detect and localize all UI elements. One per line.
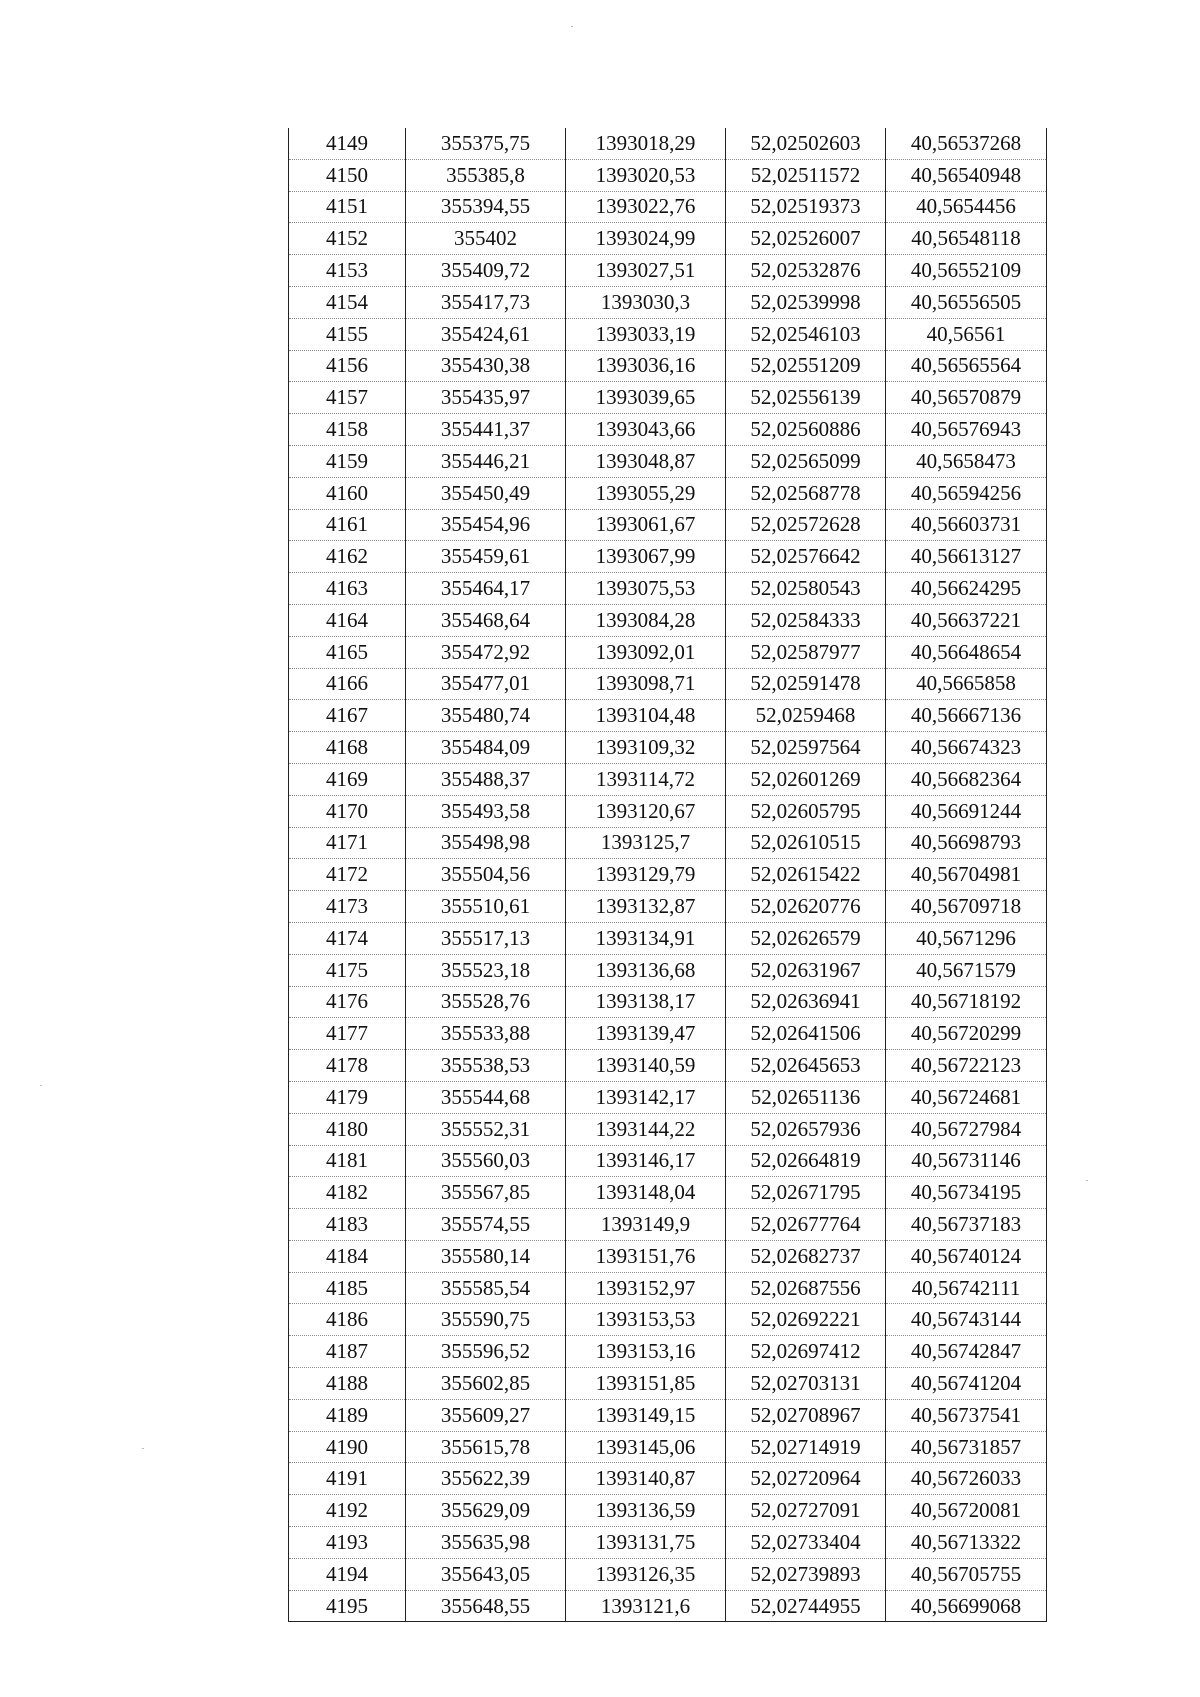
latitude-cell: 52,02727091 (726, 1495, 886, 1527)
scan-speck (1086, 1180, 1088, 1181)
latitude-cell: 52,02597564 (726, 732, 886, 764)
table-row (289, 636, 1047, 668)
point-number-cell: 4157 (289, 382, 406, 414)
table-row (289, 1527, 1047, 1559)
point-number-cell: 4153 (289, 255, 406, 287)
x-coordinate-cell: 355454,96 (406, 509, 566, 541)
y-coordinate-cell: 1393138,17 (566, 986, 726, 1018)
x-coordinate-cell: 355441,37 (406, 414, 566, 446)
latitude-cell: 52,02744955 (726, 1590, 886, 1622)
table-row (289, 477, 1047, 509)
y-coordinate-cell: 1393139,47 (566, 1018, 726, 1050)
latitude-cell: 52,02511572 (726, 159, 886, 191)
y-coordinate-cell: 1393109,32 (566, 732, 726, 764)
longitude-cell: 40,56561 (886, 318, 1047, 350)
y-coordinate-cell: 1393030,3 (566, 286, 726, 318)
point-number-cell: 4183 (289, 1209, 406, 1241)
y-coordinate-cell: 1393149,15 (566, 1399, 726, 1431)
longitude-cell: 40,56709718 (886, 891, 1047, 923)
x-coordinate-cell: 355590,75 (406, 1304, 566, 1336)
x-coordinate-cell: 355394,55 (406, 191, 566, 223)
point-number-cell: 4170 (289, 795, 406, 827)
table-row (289, 1050, 1047, 1082)
table-row (289, 573, 1047, 605)
x-coordinate-cell: 355484,09 (406, 732, 566, 764)
table-row (289, 827, 1047, 859)
x-coordinate-cell: 355538,53 (406, 1050, 566, 1082)
x-coordinate-cell: 355629,09 (406, 1495, 566, 1527)
x-coordinate-cell: 355596,52 (406, 1336, 566, 1368)
x-coordinate-cell: 355402 (406, 223, 566, 255)
point-number-cell: 4193 (289, 1527, 406, 1559)
table-row (289, 1590, 1047, 1622)
point-number-cell: 4195 (289, 1590, 406, 1622)
point-number-cell: 4155 (289, 318, 406, 350)
latitude-cell: 52,02560886 (726, 414, 886, 446)
point-number-cell: 4173 (289, 891, 406, 923)
y-coordinate-cell: 1393020,53 (566, 159, 726, 191)
longitude-cell: 40,56624295 (886, 573, 1047, 605)
longitude-cell: 40,56699068 (886, 1590, 1047, 1622)
latitude-cell: 52,02708967 (726, 1399, 886, 1431)
latitude-cell: 52,02687556 (726, 1272, 886, 1304)
x-coordinate-cell: 355468,64 (406, 604, 566, 636)
table-row (289, 922, 1047, 954)
longitude-cell: 40,56737541 (886, 1399, 1047, 1431)
point-number-cell: 4168 (289, 732, 406, 764)
longitude-cell: 40,56637221 (886, 604, 1047, 636)
table-row (289, 541, 1047, 573)
latitude-cell: 52,02539998 (726, 286, 886, 318)
point-number-cell: 4163 (289, 573, 406, 605)
longitude-cell: 40,56540948 (886, 159, 1047, 191)
scan-speck (142, 1448, 144, 1449)
latitude-cell: 52,02615422 (726, 859, 886, 891)
x-coordinate-cell: 355552,31 (406, 1113, 566, 1145)
y-coordinate-cell: 1393098,71 (566, 668, 726, 700)
longitude-cell: 40,5671296 (886, 922, 1047, 954)
longitude-cell: 40,56691244 (886, 795, 1047, 827)
latitude-cell: 52,02610515 (726, 827, 886, 859)
y-coordinate-cell: 1393136,68 (566, 954, 726, 986)
point-number-cell: 4156 (289, 350, 406, 382)
table-row (289, 1113, 1047, 1145)
point-number-cell: 4151 (289, 191, 406, 223)
table-row (289, 604, 1047, 636)
y-coordinate-cell: 1393153,16 (566, 1336, 726, 1368)
latitude-cell: 52,02502603 (726, 128, 886, 159)
point-number-cell: 4172 (289, 859, 406, 891)
point-number-cell: 4159 (289, 445, 406, 477)
table-row (289, 223, 1047, 255)
longitude-cell: 40,56548118 (886, 223, 1047, 255)
table-row (289, 986, 1047, 1018)
longitude-cell: 40,56713322 (886, 1527, 1047, 1559)
y-coordinate-cell: 1393145,06 (566, 1431, 726, 1463)
longitude-cell: 40,5654456 (886, 191, 1047, 223)
y-coordinate-cell: 1393131,75 (566, 1527, 726, 1559)
table-row (289, 318, 1047, 350)
y-coordinate-cell: 1393018,29 (566, 128, 726, 159)
y-coordinate-cell: 1393152,97 (566, 1272, 726, 1304)
point-number-cell: 4175 (289, 954, 406, 986)
x-coordinate-cell: 355609,27 (406, 1399, 566, 1431)
longitude-cell: 40,56603731 (886, 509, 1047, 541)
point-number-cell: 4182 (289, 1177, 406, 1209)
table-row (289, 1081, 1047, 1113)
y-coordinate-cell: 1393140,87 (566, 1463, 726, 1495)
point-number-cell: 4180 (289, 1113, 406, 1145)
table-row (289, 732, 1047, 764)
point-number-cell: 4154 (289, 286, 406, 318)
point-number-cell: 4166 (289, 668, 406, 700)
table-row (289, 1304, 1047, 1336)
point-number-cell: 4188 (289, 1368, 406, 1400)
table-row (289, 286, 1047, 318)
x-coordinate-cell: 355477,01 (406, 668, 566, 700)
x-coordinate-cell: 355602,85 (406, 1368, 566, 1400)
x-coordinate-cell: 355417,73 (406, 286, 566, 318)
latitude-cell: 52,02519373 (726, 191, 886, 223)
y-coordinate-cell: 1393151,85 (566, 1368, 726, 1400)
table-row (289, 891, 1047, 923)
table-row (289, 414, 1047, 446)
point-number-cell: 4171 (289, 827, 406, 859)
latitude-cell: 52,02572628 (726, 509, 886, 541)
y-coordinate-cell: 1393043,66 (566, 414, 726, 446)
point-number-cell: 4160 (289, 477, 406, 509)
y-coordinate-cell: 1393146,17 (566, 1145, 726, 1177)
longitude-cell: 40,56667136 (886, 700, 1047, 732)
y-coordinate-cell: 1393121,6 (566, 1590, 726, 1622)
table-row (289, 1431, 1047, 1463)
latitude-cell: 52,02556139 (726, 382, 886, 414)
y-coordinate-cell: 1393033,19 (566, 318, 726, 350)
longitude-cell: 40,56726033 (886, 1463, 1047, 1495)
latitude-cell: 52,02631967 (726, 954, 886, 986)
x-coordinate-cell: 355585,54 (406, 1272, 566, 1304)
x-coordinate-cell: 355493,58 (406, 795, 566, 827)
latitude-cell: 52,02636941 (726, 986, 886, 1018)
y-coordinate-cell: 1393024,99 (566, 223, 726, 255)
y-coordinate-cell: 1393132,87 (566, 891, 726, 923)
table-row (289, 668, 1047, 700)
longitude-cell: 40,56576943 (886, 414, 1047, 446)
longitude-cell: 40,56727984 (886, 1113, 1047, 1145)
table-row (289, 1272, 1047, 1304)
table-row (289, 1177, 1047, 1209)
longitude-cell: 40,56722123 (886, 1050, 1047, 1082)
latitude-cell: 52,02703131 (726, 1368, 886, 1400)
table-row (289, 445, 1047, 477)
x-coordinate-cell: 355464,17 (406, 573, 566, 605)
x-coordinate-cell: 355615,78 (406, 1431, 566, 1463)
x-coordinate-cell: 355459,61 (406, 541, 566, 573)
longitude-cell: 40,56720081 (886, 1495, 1047, 1527)
x-coordinate-cell: 355643,05 (406, 1558, 566, 1590)
table-row (289, 795, 1047, 827)
y-coordinate-cell: 1393134,91 (566, 922, 726, 954)
x-coordinate-cell: 355523,18 (406, 954, 566, 986)
latitude-cell: 52,02671795 (726, 1177, 886, 1209)
x-coordinate-cell: 355430,38 (406, 350, 566, 382)
longitude-cell: 40,56743144 (886, 1304, 1047, 1336)
point-number-cell: 4164 (289, 604, 406, 636)
longitude-cell: 40,56741204 (886, 1368, 1047, 1400)
longitude-cell: 40,56682364 (886, 763, 1047, 795)
x-coordinate-cell: 355480,74 (406, 700, 566, 732)
longitude-cell: 40,56704981 (886, 859, 1047, 891)
longitude-cell: 40,56720299 (886, 1018, 1047, 1050)
latitude-cell: 52,02532876 (726, 255, 886, 287)
longitude-cell: 40,56648654 (886, 636, 1047, 668)
longitude-cell: 40,5665858 (886, 668, 1047, 700)
latitude-cell: 52,02580543 (726, 573, 886, 605)
table-row (289, 1018, 1047, 1050)
latitude-cell: 52,02733404 (726, 1527, 886, 1559)
latitude-cell: 52,02739893 (726, 1558, 886, 1590)
table-row (289, 509, 1047, 541)
table-row (289, 382, 1047, 414)
scan-speck (571, 26, 573, 27)
latitude-cell: 52,02720964 (726, 1463, 886, 1495)
table-row (289, 1463, 1047, 1495)
point-number-cell: 4189 (289, 1399, 406, 1431)
longitude-cell: 40,56718192 (886, 986, 1047, 1018)
point-number-cell: 4167 (289, 700, 406, 732)
point-number-cell: 4162 (289, 541, 406, 573)
y-coordinate-cell: 1393125,7 (566, 827, 726, 859)
longitude-cell: 40,56552109 (886, 255, 1047, 287)
point-number-cell: 4161 (289, 509, 406, 541)
longitude-cell: 40,5658473 (886, 445, 1047, 477)
latitude-cell: 52,02697412 (726, 1336, 886, 1368)
y-coordinate-cell: 1393022,76 (566, 191, 726, 223)
y-coordinate-cell: 1393061,67 (566, 509, 726, 541)
latitude-cell: 52,02692221 (726, 1304, 886, 1336)
y-coordinate-cell: 1393104,48 (566, 700, 726, 732)
point-number-cell: 4187 (289, 1336, 406, 1368)
table-row (289, 1558, 1047, 1590)
longitude-cell: 40,56556505 (886, 286, 1047, 318)
longitude-cell: 40,56734195 (886, 1177, 1047, 1209)
y-coordinate-cell: 1393027,51 (566, 255, 726, 287)
y-coordinate-cell: 1393136,59 (566, 1495, 726, 1527)
x-coordinate-cell: 355528,76 (406, 986, 566, 1018)
longitude-cell: 40,56594256 (886, 477, 1047, 509)
point-number-cell: 4185 (289, 1272, 406, 1304)
point-number-cell: 4176 (289, 986, 406, 1018)
latitude-cell: 52,02591478 (726, 668, 886, 700)
x-coordinate-cell: 355622,39 (406, 1463, 566, 1495)
longitude-cell: 40,56674323 (886, 732, 1047, 764)
table-row (289, 191, 1047, 223)
table-row (289, 1368, 1047, 1400)
longitude-cell: 40,56570879 (886, 382, 1047, 414)
latitude-cell: 52,02546103 (726, 318, 886, 350)
y-coordinate-cell: 1393144,22 (566, 1113, 726, 1145)
point-number-cell: 4190 (289, 1431, 406, 1463)
y-coordinate-cell: 1393142,17 (566, 1081, 726, 1113)
y-coordinate-cell: 1393039,65 (566, 382, 726, 414)
latitude-cell: 52,02682737 (726, 1240, 886, 1272)
y-coordinate-cell: 1393153,53 (566, 1304, 726, 1336)
point-number-cell: 4169 (289, 763, 406, 795)
latitude-cell: 52,02657936 (726, 1113, 886, 1145)
latitude-cell: 52,02641506 (726, 1018, 886, 1050)
x-coordinate-cell: 355635,98 (406, 1527, 566, 1559)
point-number-cell: 4191 (289, 1463, 406, 1495)
y-coordinate-cell: 1393120,67 (566, 795, 726, 827)
table-row (289, 1336, 1047, 1368)
x-coordinate-cell: 355560,03 (406, 1145, 566, 1177)
latitude-cell: 52,02620776 (726, 891, 886, 923)
table-row (289, 859, 1047, 891)
latitude-cell: 52,02626579 (726, 922, 886, 954)
point-number-cell: 4158 (289, 414, 406, 446)
longitude-cell: 40,56705755 (886, 1558, 1047, 1590)
x-coordinate-cell: 355424,61 (406, 318, 566, 350)
latitude-cell: 52,02587977 (726, 636, 886, 668)
point-number-cell: 4194 (289, 1558, 406, 1590)
point-number-cell: 4181 (289, 1145, 406, 1177)
point-number-cell: 4178 (289, 1050, 406, 1082)
x-coordinate-cell: 355517,13 (406, 922, 566, 954)
x-coordinate-cell: 355567,85 (406, 1177, 566, 1209)
latitude-cell: 52,02664819 (726, 1145, 886, 1177)
table-row (289, 350, 1047, 382)
coordinates-table-body (289, 128, 1047, 1622)
point-number-cell: 4177 (289, 1018, 406, 1050)
point-number-cell: 4186 (289, 1304, 406, 1336)
x-coordinate-cell: 355435,97 (406, 382, 566, 414)
x-coordinate-cell: 355533,88 (406, 1018, 566, 1050)
y-coordinate-cell: 1393055,29 (566, 477, 726, 509)
y-coordinate-cell: 1393075,53 (566, 573, 726, 605)
table-row (289, 1145, 1047, 1177)
x-coordinate-cell: 355488,37 (406, 763, 566, 795)
x-coordinate-cell: 355472,92 (406, 636, 566, 668)
point-number-cell: 4150 (289, 159, 406, 191)
latitude-cell: 52,02565099 (726, 445, 886, 477)
y-coordinate-cell: 1393151,76 (566, 1240, 726, 1272)
table-row (289, 1240, 1047, 1272)
x-coordinate-cell: 355375,75 (406, 128, 566, 159)
x-coordinate-cell: 355409,72 (406, 255, 566, 287)
y-coordinate-cell: 1393048,87 (566, 445, 726, 477)
longitude-cell: 40,5671579 (886, 954, 1047, 986)
longitude-cell: 40,56740124 (886, 1240, 1047, 1272)
y-coordinate-cell: 1393140,59 (566, 1050, 726, 1082)
longitude-cell: 40,56731146 (886, 1145, 1047, 1177)
longitude-cell: 40,56613127 (886, 541, 1047, 573)
point-number-cell: 4179 (289, 1081, 406, 1113)
point-number-cell: 4149 (289, 128, 406, 159)
longitude-cell: 40,56737183 (886, 1209, 1047, 1241)
point-number-cell: 4152 (289, 223, 406, 255)
y-coordinate-cell: 1393036,16 (566, 350, 726, 382)
latitude-cell: 52,02651136 (726, 1081, 886, 1113)
x-coordinate-cell: 355648,55 (406, 1590, 566, 1622)
longitude-cell: 40,56565564 (886, 350, 1047, 382)
x-coordinate-cell: 355580,14 (406, 1240, 566, 1272)
point-number-cell: 4165 (289, 636, 406, 668)
latitude-cell: 52,02605795 (726, 795, 886, 827)
longitude-cell: 40,56731857 (886, 1431, 1047, 1463)
point-number-cell: 4174 (289, 922, 406, 954)
y-coordinate-cell: 1393092,01 (566, 636, 726, 668)
table-row (289, 1399, 1047, 1431)
latitude-cell: 52,02645653 (726, 1050, 886, 1082)
latitude-cell: 52,02568778 (726, 477, 886, 509)
longitude-cell: 40,56742111 (886, 1272, 1047, 1304)
table-row (289, 255, 1047, 287)
longitude-cell: 40,56537268 (886, 128, 1047, 159)
latitude-cell: 52,02677764 (726, 1209, 886, 1241)
x-coordinate-cell: 355544,68 (406, 1081, 566, 1113)
latitude-cell: 52,02601269 (726, 763, 886, 795)
latitude-cell: 52,0259468 (726, 700, 886, 732)
x-coordinate-cell: 355446,21 (406, 445, 566, 477)
table-row (289, 1495, 1047, 1527)
x-coordinate-cell: 355450,49 (406, 477, 566, 509)
latitude-cell: 52,02584333 (726, 604, 886, 636)
table-row (289, 1209, 1047, 1241)
table-row (289, 128, 1047, 159)
y-coordinate-cell: 1393149,9 (566, 1209, 726, 1241)
latitude-cell: 52,02551209 (726, 350, 886, 382)
x-coordinate-cell: 355574,55 (406, 1209, 566, 1241)
coordinates-table (288, 128, 1047, 1622)
latitude-cell: 52,02576642 (726, 541, 886, 573)
y-coordinate-cell: 1393148,04 (566, 1177, 726, 1209)
y-coordinate-cell: 1393084,28 (566, 604, 726, 636)
point-number-cell: 4184 (289, 1240, 406, 1272)
longitude-cell: 40,56724681 (886, 1081, 1047, 1113)
x-coordinate-cell: 355498,98 (406, 827, 566, 859)
point-number-cell: 4192 (289, 1495, 406, 1527)
table-row (289, 954, 1047, 986)
y-coordinate-cell: 1393129,79 (566, 859, 726, 891)
y-coordinate-cell: 1393126,35 (566, 1558, 726, 1590)
table-row (289, 159, 1047, 191)
x-coordinate-cell: 355504,56 (406, 859, 566, 891)
table-row (289, 700, 1047, 732)
y-coordinate-cell: 1393114,72 (566, 763, 726, 795)
table-row (289, 763, 1047, 795)
x-coordinate-cell: 355510,61 (406, 891, 566, 923)
scan-speck (40, 1085, 42, 1086)
longitude-cell: 40,56742847 (886, 1336, 1047, 1368)
longitude-cell: 40,56698793 (886, 827, 1047, 859)
y-coordinate-cell: 1393067,99 (566, 541, 726, 573)
latitude-cell: 52,02714919 (726, 1431, 886, 1463)
x-coordinate-cell: 355385,8 (406, 159, 566, 191)
latitude-cell: 52,02526007 (726, 223, 886, 255)
